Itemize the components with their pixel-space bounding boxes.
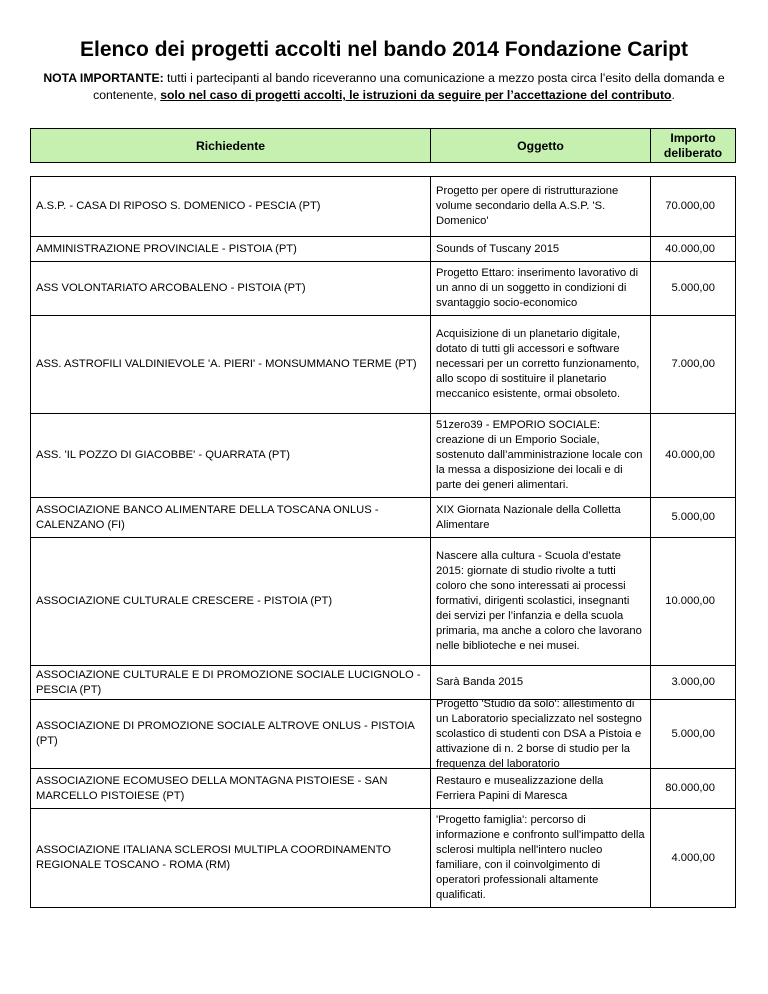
cell-richiedente <box>31 666 431 699</box>
cell-importo <box>651 262 735 315</box>
cell-richiedente-text: ASSOCIAZIONE DI PROMOZIONE SOCIALE ALTROVE ONLUS - PISTOIA (PT) <box>36 720 415 747</box>
table-row <box>31 769 735 809</box>
cell-richiedente-text: ASS. ASTROFILI VALDINIEVOLE 'A. PIERI' - MONSUMMANO TERME (PT) <box>36 358 417 370</box>
table-row <box>31 237 735 262</box>
cell-oggetto-text: XIX Giornata Nazionale della Colletta Alimentare <box>436 503 621 531</box>
cell-oggetto-text: Nascere alla cultura - Scuola d'estate 2015: giornate di studio rivolte a tutti coloro che sono interessati ai processi formativi, dirigenti scolastici, insegnanti dei servizi per l’infanzia e della scuola primaria, ma anche a coloro che lavorano nelle biblioteche e nei musei. <box>436 550 642 652</box>
note-text: tutti i partecipanti al bando riceveranno una comunicazione a mezzo posta circa l’esito della domanda e contenente, <box>93 71 725 102</box>
important-note <box>36 70 732 104</box>
table-row <box>31 538 735 666</box>
cell-importo <box>651 666 735 699</box>
table-row <box>31 809 735 907</box>
cell-importo-text: 40.000,00 <box>665 449 715 461</box>
cell-oggetto <box>431 769 651 808</box>
header-oggetto: Oggetto <box>431 129 651 162</box>
cell-oggetto <box>431 414 651 497</box>
cell-richiedente <box>31 237 431 261</box>
table-row <box>31 414 735 498</box>
cell-oggetto-text: Restauro e musealizzazione della Ferriera Papini di Maresca <box>436 774 604 802</box>
cell-richiedente-text: A.S.P. - CASA DI RIPOSO S. DOMENICO - PESCIA (PT) <box>36 200 321 212</box>
cell-oggetto <box>431 498 651 537</box>
cell-importo <box>651 177 735 236</box>
table-row <box>31 177 735 237</box>
cell-importo <box>651 316 735 413</box>
cell-importo-text: 7.000,00 <box>671 358 715 370</box>
cell-importo-text: 80.000,00 <box>665 782 715 794</box>
cell-oggetto <box>431 697 651 770</box>
cell-importo-text: 4.000,00 <box>671 851 715 864</box>
cell-richiedente-text: AMMINISTRAZIONE PROVINCIALE - PISTOIA (PT) <box>36 242 297 255</box>
cell-importo <box>651 498 735 537</box>
cell-importo <box>651 700 735 768</box>
cell-richiedente <box>31 769 431 808</box>
cell-richiedente-text: ASSOCIAZIONE CULTURALE CRESCERE - PISTOIA (PT) <box>36 595 333 607</box>
cell-oggetto <box>431 538 651 665</box>
cell-importo-text: 10.000,00 <box>665 595 715 607</box>
cell-importo-text: 5.000,00 <box>671 727 715 740</box>
cell-oggetto <box>431 809 651 907</box>
cell-oggetto <box>431 316 651 413</box>
table-row <box>31 262 735 316</box>
cell-importo-text: 3.000,00 <box>671 676 715 688</box>
cell-richiedente <box>31 700 431 768</box>
cell-importo <box>651 769 735 808</box>
cell-importo <box>651 538 735 665</box>
cell-importo-text: 5.000,00 <box>671 511 715 523</box>
cell-oggetto-text: Progetto per opere di ristrutturazione volume secondario della A.S.P. 'S. Domenico' <box>436 185 619 227</box>
cell-richiedente <box>31 262 431 315</box>
table-header <box>30 128 736 163</box>
table-row <box>31 316 735 414</box>
note-underlined-text: solo nel caso di progetti accolti, le istruzioni da seguire per l’accettazione del contributo <box>160 88 672 102</box>
cell-richiedente <box>31 316 431 413</box>
cell-oggetto-text: Sounds of Tuscany 2015 <box>436 242 560 255</box>
cell-oggetto-text: 51zero39 - EMPORIO SOCIALE: creazione di un Emporio Sociale, sostenuto dall’amministrazione locale con la messa a disposizione dei locali e di parte dei generi alimentari. <box>436 419 643 491</box>
cell-importo-text: 40.000,00 <box>665 242 715 255</box>
cell-oggetto <box>431 262 651 315</box>
cell-richiedente <box>31 809 431 907</box>
projects-table <box>30 176 736 908</box>
cell-oggetto-text: Progetto Ettaro: inserimento lavorativo di un anno di un soggetto in condizioni di svantaggio socio-economico <box>436 267 639 309</box>
cell-importo-text: 70.000,00 <box>665 200 715 212</box>
cell-richiedente <box>31 538 431 665</box>
header-importo: Importo deliberato <box>663 130 723 160</box>
table-row <box>31 666 735 700</box>
cell-importo <box>651 237 735 261</box>
note-end: . <box>671 88 675 102</box>
cell-richiedente <box>31 498 431 537</box>
cell-oggetto-text: Sarà Banda 2015 <box>436 676 524 688</box>
cell-richiedente-text: ASSOCIAZIONE ECOMUSEO DELLA MONTAGNA PISTOIESE - SAN MARCELLO PISTOIESE (PT) <box>36 774 388 802</box>
note-label: NOTA IMPORTANTE: <box>43 71 164 85</box>
cell-richiedente-text: ASS. 'IL POZZO DI GIACOBBE' - QUARRATA (PT) <box>36 449 290 461</box>
cell-oggetto <box>431 666 651 699</box>
cell-oggetto-text: Acquisizione di un planetario digitale, dotato di tutti gli accessori e software necessari per un corretto funzionamento, allo scopo di sostituire il planetario meccanico esistente, ormai obsoleto. <box>436 328 640 400</box>
cell-oggetto-text: 'Progetto famiglia': percorso di informazione e confronto sull'impatto della sclerosi multipla nell'intero nucleo familiare, con il coinvolgimento di operatori professionali altamente qualificati. <box>436 814 645 901</box>
cell-importo <box>651 414 735 497</box>
page-title: Elenco dei progetti accolti nel bando 2014 Fondazione Caript <box>80 38 688 61</box>
cell-importo-text: 5.000,00 <box>671 282 715 294</box>
cell-richiedente-text: ASSOCIAZIONE ITALIANA SCLEROSI MULTIPLA COORDINAMENTO REGIONALE TOSCANO - ROMA (RM) <box>36 844 391 871</box>
cell-oggetto-text: Progetto 'Studio da solo': allestimento di un Laboratorio specializzato nel sostegno scolastico di studenti con DSA a Pistoia e attivazione di n. 2 borse di studio per la frequenza del laboratorio <box>436 697 642 770</box>
cell-importo <box>651 809 735 907</box>
table-row <box>31 498 735 538</box>
cell-richiedente <box>31 414 431 497</box>
cell-richiedente-text: ASSOCIAZIONE CULTURALE E DI PROMOZIONE SOCIALE LUCIGNOLO - PESCIA (PT) <box>36 668 421 696</box>
cell-richiedente-text: ASS VOLONTARIATO ARCOBALENO - PISTOIA (PT) <box>36 282 306 294</box>
cell-richiedente <box>31 177 431 236</box>
header-richiedente: Richiedente <box>31 129 431 162</box>
cell-oggetto <box>431 237 651 261</box>
cell-oggetto <box>431 177 651 236</box>
table-row <box>31 697 735 770</box>
cell-richiedente-text: ASSOCIAZIONE BANCO ALIMENTARE DELLA TOSCANA ONLUS - CALENZANO (FI) <box>36 503 379 531</box>
